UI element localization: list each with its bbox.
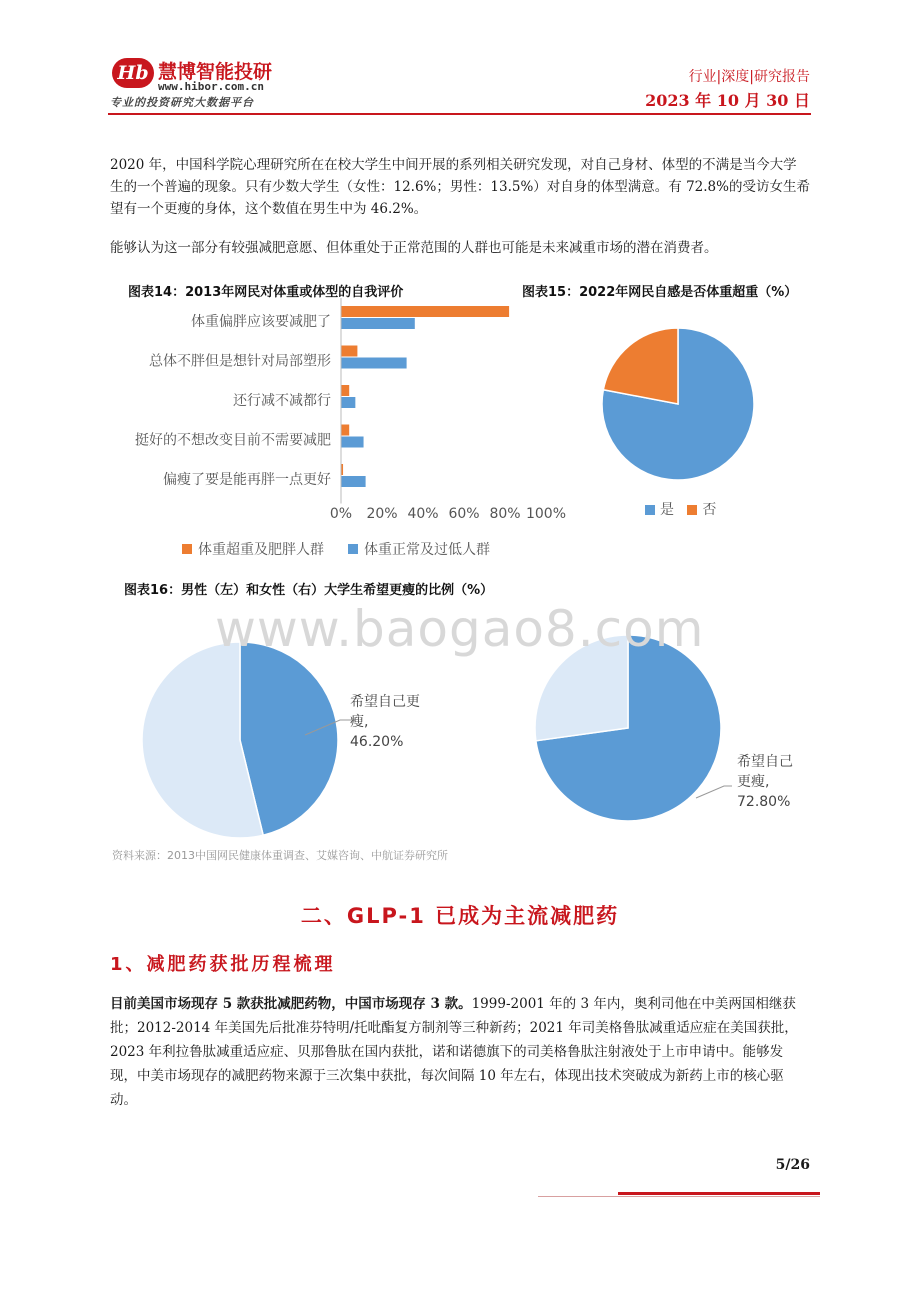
fig14-title: 图表14：2013年网民对体重或体型的自我评价 <box>128 285 404 300</box>
label-text: 瘦, <box>350 714 369 730</box>
fig15-pie <box>596 322 760 486</box>
bar-normal <box>341 476 366 487</box>
bar-tick-label: 40% <box>407 506 439 522</box>
logo-mark: Hb <box>112 58 154 88</box>
legend-label-yes: 是 <box>660 502 674 518</box>
logo-slogan: 专业的投资研究大数据平台 <box>110 96 254 109</box>
legend-swatch-no <box>687 505 697 515</box>
fig16-label-female <box>737 752 793 812</box>
fig16-title: 图表16：男性（左）和女性（右）大学生希望更瘦的比例（%） <box>124 583 494 598</box>
bar-normal <box>341 318 415 329</box>
bar-tick-label: 0% <box>329 506 353 522</box>
bar-category-label: 还行减不减都行 <box>233 393 331 409</box>
fig16-pie-male <box>138 638 342 842</box>
fig16-label-male <box>350 692 420 752</box>
paragraph-3-body: 1999-2001 年的 3 年内，奥利司他在中美两国相继获批；2012-2014 年美国先后批准芬特明/托吡酯复方制剂等三种新药；2021 年司美格鲁肽减重适应症在美国获批，2023 年利拉鲁肽减重适应症、贝那鲁肽在国内获批，诺和诺德旗下的司美格鲁肽注射液处于上市申请中。能够发现，中美市场现存的减肥药物来源于三次集中获批，每次间隔 10 年左右，体现出技术突破成为新药上市的核心驱动。 <box>110 996 798 1108</box>
legend-label: 体重正常及过低人群 <box>364 542 490 558</box>
paragraph-3-lead: 目前美国市场现存 5 款获批减肥药物，中国市场现存 3 款。 <box>110 996 472 1012</box>
legend-swatch <box>182 544 192 554</box>
bar-normal <box>341 437 364 448</box>
bar-overweight <box>341 346 357 357</box>
footer-accent-line <box>618 1192 820 1195</box>
bar-tick-label: 100% <box>525 506 567 522</box>
label-text: 希望自己更 <box>350 694 420 710</box>
report-category: 行业|深度|研究报告 <box>688 69 810 85</box>
paragraph-2: 能够认为这一部分有较强减肥意愿、但体重处于正常范围的人群也可能是未来减重市场的潜在消费者。 <box>110 240 718 256</box>
paragraph-1: 2020 年，中国科学院心理研究所在在校大学生中间开展的系列相关研究发现，对自己身材、体型的不满是当今大学生的一个普遍的现象。只有少数大学生（女性：12.6%；男性：13.5%）对自身的体型满意。有 72.8%的受访女生希望有一个更瘦的身体，这个数值在男生中为 46.2%。 <box>110 157 810 217</box>
fig15-title: 图表15：2022年网民自感是否体重超重（%） <box>522 285 798 300</box>
section-title: 二、GLP-1 已成为主流减肥药 <box>300 904 620 928</box>
legend-swatch-yes <box>645 505 655 515</box>
watermark: www.baogao8.com <box>215 600 705 658</box>
bar-category-label: 体重偏胖应该要减肥了 <box>191 314 331 330</box>
label-value: 72.80% <box>737 794 791 810</box>
logo-url: www.hibor.com.cn <box>158 80 264 93</box>
bar-overweight <box>341 385 349 396</box>
header-divider <box>108 113 811 115</box>
bar-overweight <box>341 306 509 317</box>
fig14-chart <box>100 296 580 564</box>
legend-label-no: 否 <box>702 502 717 518</box>
figure-source: 资料来源：2013中国网民健康体重调查、艾媒咨询、中航证券研究所 <box>112 849 448 862</box>
bar-tick-label: 60% <box>448 506 480 522</box>
footer-line <box>538 1196 820 1197</box>
pie-slice-no <box>603 328 678 404</box>
fig15-legend <box>645 499 716 519</box>
bar-category-label: 偏瘦了要是能再胖一点更好 <box>163 472 331 488</box>
fig16-leader-female <box>694 776 734 806</box>
legend-label: 体重超重及肥胖人群 <box>198 542 324 558</box>
label-text: 希望自己 <box>737 754 793 770</box>
bar-category-label: 挺好的不想改变目前不需要减肥 <box>135 432 331 449</box>
report-date: 2023 年 10 月 30 日 <box>645 91 810 110</box>
bar-tick-label: 80% <box>489 506 521 522</box>
legend-swatch <box>348 544 358 554</box>
label-text: 更瘦, <box>737 774 770 790</box>
bar-normal <box>341 358 407 369</box>
bar-tick-label: 20% <box>366 506 398 522</box>
paragraph-3 <box>110 992 810 1112</box>
logo-name: 慧博智能投研 <box>158 61 273 83</box>
bar-normal <box>341 397 355 408</box>
subsection-title: 1、减肥药获批历程梳理 <box>110 954 336 975</box>
bar-overweight <box>341 425 349 436</box>
page-number: 5/26 <box>775 1157 810 1173</box>
label-value: 46.20% <box>350 734 404 750</box>
bar-category-label: 总体不胖但是想针对局部塑形 <box>149 353 331 370</box>
